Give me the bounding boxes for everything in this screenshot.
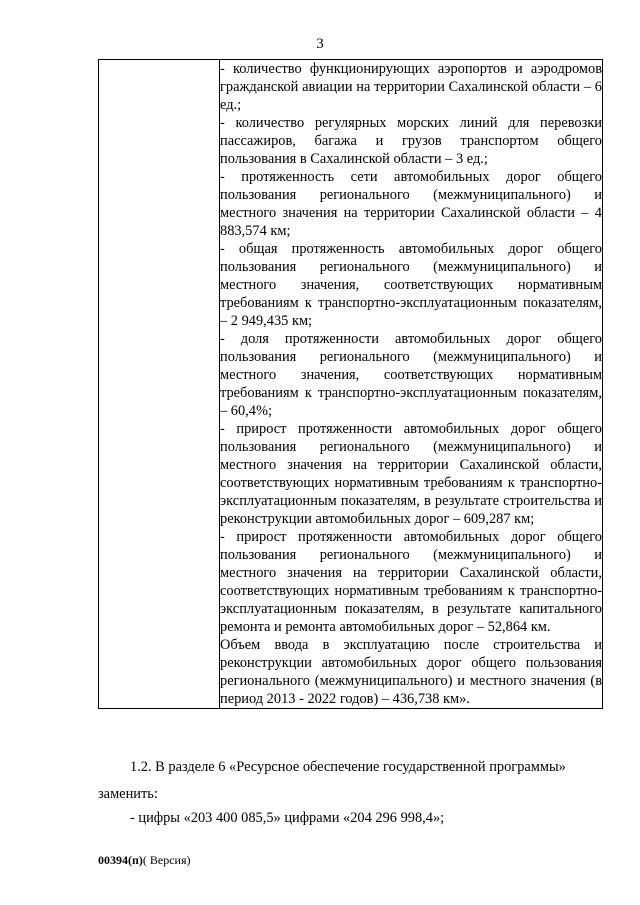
table-row: [99, 60, 603, 709]
list-item: - прирост протяженности автомобильных дорог общего пользования регионального (межмуниципального) и местного значения на территории Сахалинской области, соответствующих нормативным требованиям к транспортно-эксплуатационным показателям, в результате капитального ремонта и ремонта автомобильных дорог – 52,864 км.: [220, 529, 602, 635]
list-item: - количество функционирующих аэропортов и аэродромов гражданской авиации на территории Сахалинской области – 6 ед.;: [220, 61, 602, 113]
list-item: - общая протяженность автомобильных дорог общего пользования регионального (межмуниципального) и местного значения, соответствующих нормативным требованиям к транспортно-эксплуатационным показателям, – 2 949,435 км;: [220, 241, 602, 329]
list-item: - протяженность сети автомобильных дорог общего пользования регионального (межмуниципального) и местного значения на территории Сахалинской области – 4 883,574 км;: [220, 169, 602, 239]
document-version: ( Версия): [142, 853, 191, 867]
document-code-number: 00394(п): [98, 853, 143, 867]
list-item: - прирост протяженности автомобильных дорог общего пользования регионального (межмуниципального) и местного значения на территории Сахалинской области, соответствующих нормативным требованиям к транспортно-эксплуатационным показателям, в результате строительства и реконструкции автомобильных дорог – 609,287 км;: [220, 421, 602, 527]
section-paragraph: 1.2. В разделе 6 «Ресурсное обеспечение государственной программы»: [130, 759, 566, 775]
page-number: 3: [316, 36, 324, 52]
replace-paragraph: заменить:: [98, 786, 158, 802]
table-left-cell: [99, 60, 220, 709]
table-right-cell: [220, 60, 603, 709]
program-indicators-table: [98, 59, 603, 709]
list-item: Объем ввода в эксплуатацию после строительства и реконструкции автомобильных дорог общего пользования регионального (межмуниципального) и местного значения (в период 2013 - 2022 годов) – 436,738 км».: [220, 637, 602, 707]
list-item: - доля протяженности автомобильных дорог общего пользования регионального (межмуниципального) и местного значения, соответствующих нормативным требованиям к транспортно-эксплуатационным показателям, – 60,4%;: [220, 331, 602, 419]
document-code: [98, 853, 191, 868]
list-item: - количество регулярных морских линий для перевозки пассажиров, багажа и грузов транспортом общего пользования в Сахалинской области – 3 ед.;: [220, 115, 602, 167]
digits-paragraph: - цифры «203 400 085,5» цифрами «204 296 998,4»;: [130, 810, 445, 826]
